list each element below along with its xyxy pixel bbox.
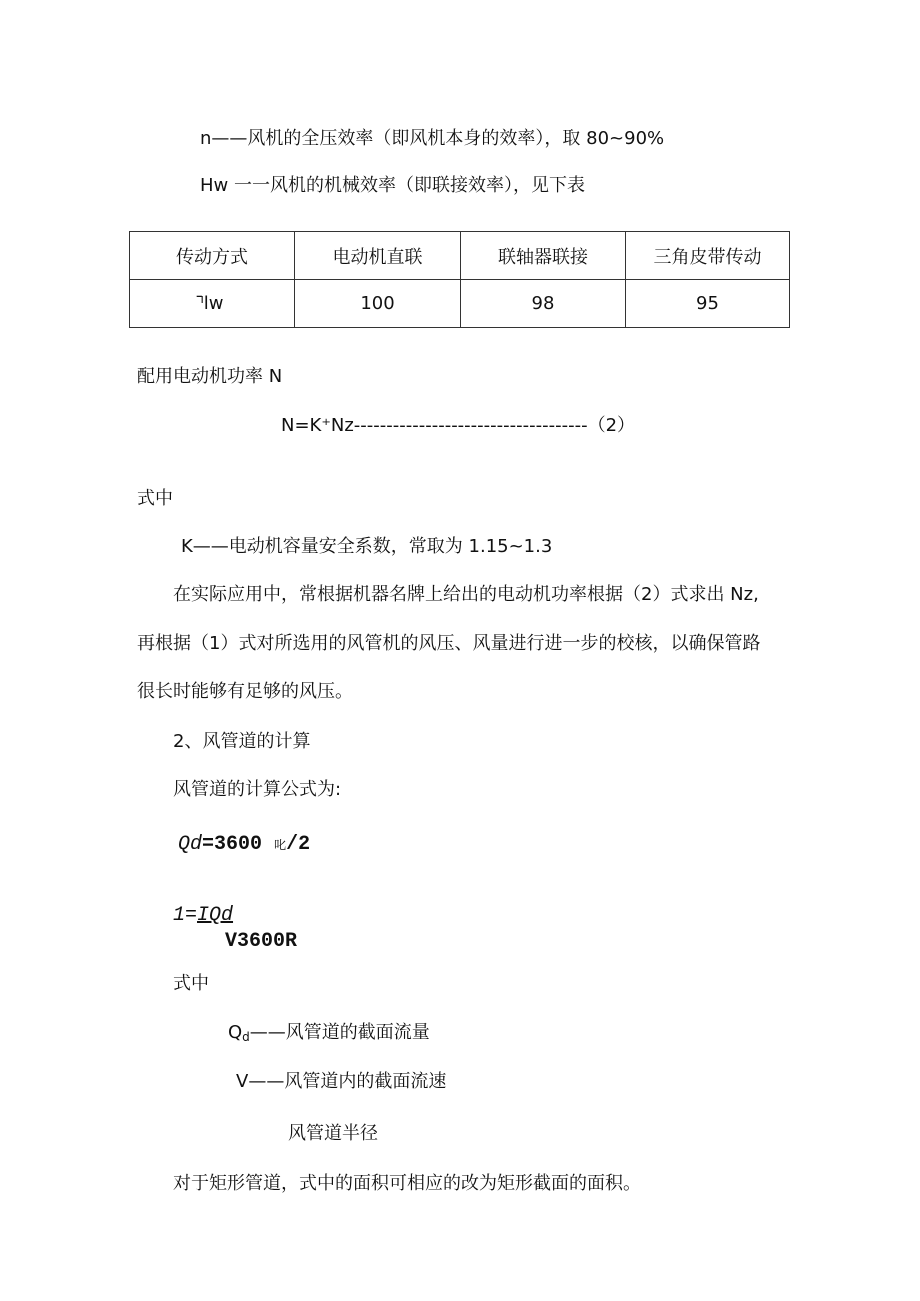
table-cell: 98: [461, 280, 626, 328]
table-row-label: ᴵ̄lw: [130, 280, 295, 328]
formula-part: IQd: [197, 904, 234, 927]
qd-text: ——风管道的截面流量: [249, 1022, 430, 1043]
table-header-cell: 传动方式: [130, 232, 295, 280]
formula-symbol: 叱: [274, 838, 287, 852]
formula-tail: /2: [286, 833, 311, 856]
where-label: 式中: [137, 488, 173, 509]
k-definition: K——电动机容量安全系数，常取为 1.15~1.3: [181, 536, 553, 557]
qd-definition: [228, 1021, 430, 1049]
table-cell: 95: [626, 280, 790, 328]
rectangular-note: 对于矩形管道，式中的面积可相应的改为矩形截面的面积。: [173, 1173, 641, 1194]
table-header-cell: 联轴器联接: [461, 232, 626, 280]
eta-definition: n——风机的全压效率（即风机本身的效率），取 80~90%: [200, 128, 665, 149]
formula-constant: =3600: [202, 833, 263, 856]
table-row: [130, 280, 790, 328]
r-definition: 风管道半径: [288, 1123, 378, 1144]
paragraph-line: 在实际应用中，常根据机器名牌上给出的电动机功率根据（2）式求出 Nz,: [173, 584, 759, 605]
qd-subscript: d: [242, 1030, 250, 1044]
table-cell: 100: [295, 280, 461, 328]
section-title: 2、风管道的计算: [173, 731, 311, 752]
v-definition: V——风管道内的截面流速: [236, 1071, 447, 1092]
duct-flow-formula: [178, 833, 310, 857]
hw-definition: Hw 一一风机的机械效率（即联接效率），见下表: [200, 175, 585, 196]
formula-part: 1=: [173, 904, 198, 927]
qd-symbol: Q: [228, 1022, 243, 1043]
formula-intro: 风管道的计算公式为:: [173, 779, 342, 800]
motor-power-heading: 配用电动机功率 N: [137, 366, 283, 387]
table-header-cell: 三角皮带传动: [626, 232, 790, 280]
duct-radius-formula-top: [173, 904, 233, 928]
paragraph-line: 再根据（1）式对所选用的风管机的风压、风量进行进一步的校核，以确保管路: [137, 633, 761, 654]
where-label: 式中: [173, 973, 209, 994]
table-header-cell: 电动机直联: [295, 232, 461, 280]
transmission-efficiency-table: [129, 231, 790, 328]
duct-radius-formula-bottom: V3600R: [225, 930, 298, 953]
formula-qd: Qd: [178, 833, 203, 856]
paragraph-line: 很长时能够有足够的风压。: [137, 681, 353, 702]
motor-power-formula: N=K⁺Nz------------------------------------（2）: [281, 415, 636, 436]
table-header-row: [130, 232, 790, 280]
